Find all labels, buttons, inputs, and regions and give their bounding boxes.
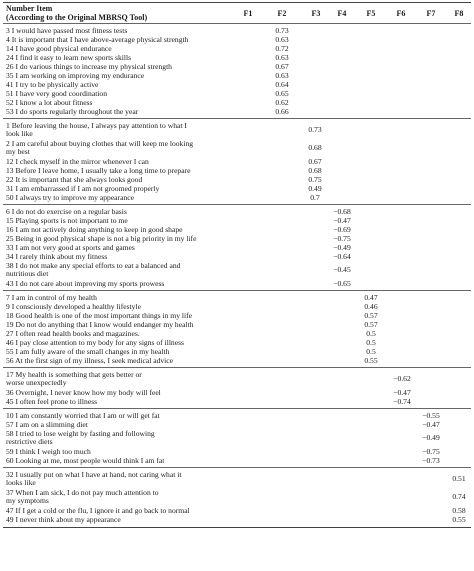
loading-value: −0.69 (333, 225, 351, 234)
loading-value: 0.46 (364, 302, 378, 311)
loading-value: 0.58 (452, 506, 466, 515)
item-label: 3 I would have passed most fitness tests (6, 26, 128, 35)
item-label: 7 I am in control of my health (6, 293, 97, 302)
item-label: 16 I am not actively doing anything to keep in good shape (6, 225, 183, 234)
column-header-f2: F2 (277, 9, 287, 18)
loading-value: 0.68 (308, 143, 322, 152)
item-label: 57 I am on a slimming diet (6, 420, 88, 429)
loading-value: 0.55 (364, 356, 378, 365)
column-header-f5: F5 (366, 9, 376, 18)
section-divider (3, 290, 471, 291)
loading-value: 0.63 (275, 35, 289, 44)
loading-value: 0.49 (308, 184, 322, 193)
item-label: 6 I do not do exercise on a regular basis (6, 207, 127, 216)
loading-value: −0.55 (422, 411, 440, 420)
loading-value: 0.51 (452, 474, 466, 483)
loading-value: 0.57 (364, 320, 378, 329)
item-label: 37 When I am sick, I do not pay much attention to my symptoms (6, 488, 159, 506)
item-label: 60 Looking at me, most people would think I am fat (6, 456, 165, 465)
item-label: 46 I pay close attention to my body for any signs of illness (6, 338, 185, 347)
item-label: 32 I usually put on what I have at hand, not caring what it looks like (6, 470, 182, 488)
item-label: 47 If I get a cold or the flu, I ignore it and go back to normal (6, 506, 190, 515)
column-header-f8: F8 (454, 9, 464, 18)
loading-value: 0.68 (308, 166, 322, 175)
section-divider (3, 204, 471, 205)
table-bottom-rule (3, 527, 471, 528)
item-label: 18 Good health is one of the most important things in my life (6, 311, 193, 320)
header-number-item: Number Item (6, 4, 53, 13)
loading-value: 0.66 (275, 107, 289, 116)
loading-value: 0.7 (310, 193, 320, 202)
loading-value: 0.65 (275, 89, 289, 98)
item-label: 45 I often feel prone to illness (6, 397, 98, 406)
loading-value: −0.47 (333, 216, 351, 225)
item-label: 51 I have very good coordination (6, 89, 108, 98)
loading-value: 0.55 (452, 515, 466, 524)
loading-value: 0.47 (364, 293, 378, 302)
item-label: 13 Before I leave home, I usually take a long time to prepare (6, 166, 191, 175)
loading-value: 0.57 (364, 311, 378, 320)
header-tool-note: (According to the Original MBRSQ Tool) (6, 13, 148, 22)
loading-value: −0.75 (333, 234, 351, 243)
column-header-f3: F3 (311, 9, 321, 18)
item-label: 25 Being in good physical shape is not a big priority in my life (6, 234, 197, 243)
item-label: 19 Do not do anything that I know would endanger my health (6, 320, 194, 329)
item-label: 2 I am careful about buying clothes that will keep me looking my best (6, 139, 194, 157)
item-label: 59 I think I weigh too much (6, 447, 91, 456)
table-top-rule (3, 2, 471, 3)
loading-value: −0.62 (393, 374, 411, 383)
item-label: 53 I do sports regularly throughout the year (6, 107, 139, 116)
column-header-f4: F4 (337, 9, 347, 18)
item-label: 27 I often read health books and magazines. (6, 329, 140, 338)
item-label: 14 I have good physical endurance (6, 44, 112, 53)
loading-value: −0.49 (422, 433, 440, 442)
loading-value: −0.45 (333, 265, 351, 274)
loading-value: 0.72 (275, 44, 289, 53)
item-label: 43 I do not care about improving my sports prowess (6, 279, 165, 288)
item-label: 58 I tried to lose weight by fasting and following restrictive diets (6, 429, 155, 447)
loading-value: −0.74 (393, 397, 411, 406)
item-label: 41 I try to be physically active (6, 80, 99, 89)
item-label: 1 Before leaving the house, I always pay attention to what I look like (6, 121, 187, 139)
item-label: 26 I do various things to increase my physical strength (6, 62, 172, 71)
item-label: 15 Playing sports is not important to me (6, 216, 128, 225)
item-label: 52 I know a lot about fitness (6, 98, 93, 107)
item-label: 36 Overnight, I never know how my body will feel (6, 388, 161, 397)
loading-value: 0.67 (275, 62, 289, 71)
item-label: 10 I am constantly worried that I am or will get fat (6, 411, 160, 420)
item-label: 24 I find it easy to learn new sports skills (6, 53, 132, 62)
item-label: 22 It is important that she always looks good (6, 175, 143, 184)
item-label: 31 I am embarrassed if I am not groomed properly (6, 184, 160, 193)
loading-value: 0.63 (275, 53, 289, 62)
column-header-f6: F6 (396, 9, 406, 18)
loading-value: −0.68 (333, 207, 351, 216)
item-label: 35 I am working on improving my endurance (6, 71, 145, 80)
item-label: 17 My health is something that gets better or worse unexpectedly (6, 370, 142, 388)
loading-value: 0.67 (308, 157, 322, 166)
loading-value: 0.64 (275, 80, 289, 89)
loading-value: 0.5 (366, 329, 376, 338)
section-divider (3, 408, 471, 409)
loading-value: 0.73 (275, 26, 289, 35)
item-label: 4 It is important that I have above-average physical strength (6, 35, 189, 44)
item-label: 55 I am fully aware of the small changes in my health (6, 347, 170, 356)
header-rule (3, 23, 471, 24)
item-label: 12 I check myself in the mirror whenever I can (6, 157, 149, 166)
loading-value: −0.49 (333, 243, 351, 252)
section-divider (3, 367, 471, 368)
loading-value: −0.65 (333, 279, 351, 288)
loading-value: 0.74 (452, 492, 466, 501)
loading-value: 0.63 (275, 71, 289, 80)
section-divider (3, 467, 471, 468)
item-label: 56 At the first sign of my illness, I seek medical advice (6, 356, 174, 365)
column-header-f1: F1 (243, 9, 253, 18)
column-header-f7: F7 (426, 9, 436, 18)
loading-value: −0.73 (422, 456, 440, 465)
section-divider (3, 118, 471, 119)
loading-value: 0.5 (366, 338, 376, 347)
item-label: 50 I always try to improve my appearance (6, 193, 134, 202)
loading-value: −0.47 (422, 420, 440, 429)
loading-value: −0.47 (393, 388, 411, 397)
item-label: 34 I rarely think about my fitness (6, 252, 108, 261)
item-label: 33 I am not very good at sports and games (6, 243, 135, 252)
item-label: 49 I never think about my appearance (6, 515, 121, 524)
loading-value: 0.62 (275, 98, 289, 107)
loading-value: −0.75 (422, 447, 440, 456)
loading-value: 0.5 (366, 347, 376, 356)
item-label: 9 I consciously developed a healthy lifestyle (6, 302, 141, 311)
item-label: 38 I do not make any special efforts to eat a balanced and nutritious diet (6, 261, 181, 279)
loading-value: −0.64 (333, 252, 351, 261)
loading-value: 0.75 (308, 175, 322, 184)
loading-value: 0.73 (308, 125, 322, 134)
